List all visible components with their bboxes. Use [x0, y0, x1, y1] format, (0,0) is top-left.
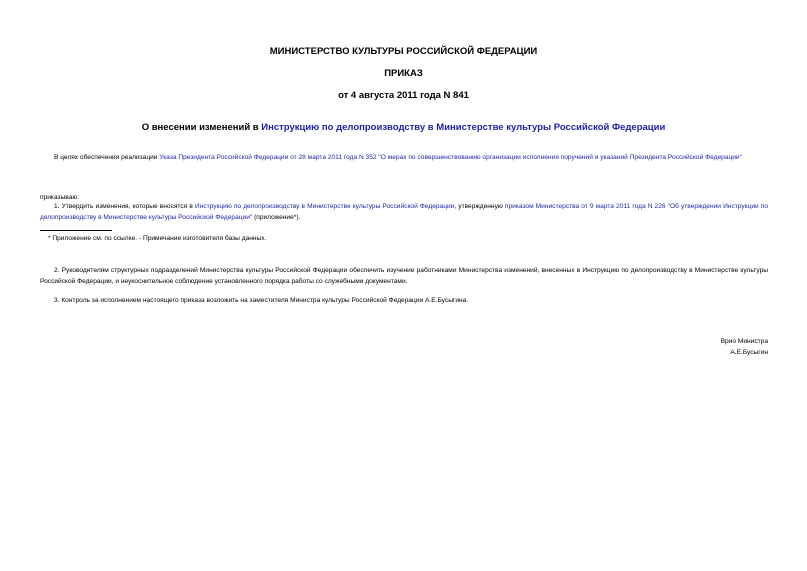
- footnote: * Приложение см. по ссылке. - Примечание изготовителя базы данных.: [48, 235, 267, 242]
- clause-1-paragraph: [40, 202, 768, 223]
- document-title: [0, 122, 807, 133]
- clause-2-paragraph: 2. Руководителям структурных подразделений Министерства культуры Российской Федерации обеспечить изучение работниками Министерства изменений, внесенных в Инструкцию по делопроизводству в Министерстве культуры Российской Федерации, и неукоснительное соблюдение установленного порядка работы со служебными документами.: [40, 267, 768, 285]
- clause-1-text-end: (приложение*).: [252, 213, 301, 221]
- ministry-order-link[interactable]: приказом Министерства от 9 марта 2011 года N 226 "Об утверждении Инструкции по делопроизводству в Министерстве культуры Российской Федерации": [40, 203, 769, 221]
- footnote-divider: [40, 230, 112, 231]
- signature-block: [721, 337, 768, 358]
- preamble-text: В целях обеспечения реализации: [54, 154, 160, 161]
- doc-type-heading: ПРИКАЗ: [384, 68, 423, 79]
- title-instruction-link[interactable]: Инструкцию по делопроизводству в Министерстве культуры Российской Федерации: [261, 122, 666, 133]
- date-number-heading: от 4 августа 2011 года N 841: [338, 90, 469, 101]
- clause-3-paragraph: 3. Контроль за исполнением настоящего приказа возложить на заместителя Министра культуры Российской Федерации А.Е.Бусыгина.: [54, 297, 469, 304]
- ministry-heading: МИНИСТЕРСТВО КУЛЬТУРЫ РОССИЙСКОЙ ФЕДЕРАЦИИ: [269, 46, 538, 57]
- clause-1-text-start: 1. Утвердить изменения, которые вносятся в: [54, 203, 195, 210]
- signature-name: А.Е.Бусыгин: [730, 348, 768, 356]
- title-prefix: О внесении изменений в: [141, 122, 262, 133]
- preamble-paragraph: [40, 153, 768, 164]
- clause-1-text-middle: , утвержденную: [454, 203, 505, 210]
- order-word: приказываю:: [40, 194, 80, 201]
- instruction-link[interactable]: Инструкцию по делопроизводству в Министерстве культуры Российской Федерации: [194, 203, 455, 210]
- presidential-decree-link[interactable]: Указа Президента Российской Федерации от 28 марта 2011 года N 352 "О мерах по совершенствованию организации исполнения поручений и указаний Президента Российской Федерации": [159, 154, 742, 161]
- signature-position: Врио Министра: [720, 338, 768, 345]
